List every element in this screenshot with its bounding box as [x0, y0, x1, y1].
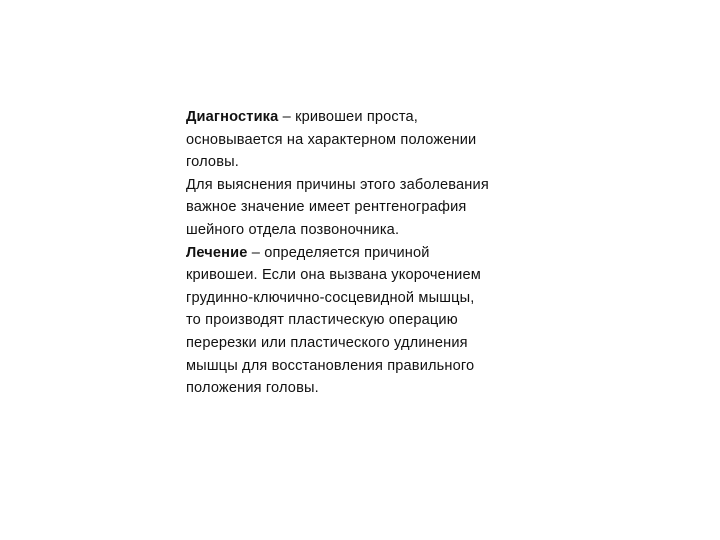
treatment-term: Лечение [186, 244, 248, 261]
diagnosis-text: – кривошеи проста, [278, 109, 418, 125]
treatment-line-4: то производят пластическую операцию [186, 312, 458, 329]
cause-line-1: Для выяснения причины этого заболевания [186, 176, 489, 193]
treatment-line-2: кривошеи. Если она вызвана укорочением [186, 267, 481, 284]
diagnosis-line-2: основывается на характерном положении [186, 131, 477, 148]
treatment-line-1 [186, 242, 546, 265]
cause-line-3: шейного отдела позвоночника. [186, 221, 400, 238]
treatment-text: – определяется причиной [247, 244, 430, 261]
treatment-line-7: положения головы. [186, 380, 319, 397]
diagnosis-line-1 [186, 106, 546, 129]
treatment-line-6: мышцы для восстановления правильного [186, 357, 475, 374]
cause-line-2: важное значение имеет рентгенография [186, 199, 467, 216]
treatment-line-5: перерезки или пластического удлинения [186, 334, 468, 351]
body-text [186, 106, 546, 400]
diagnosis-term: Диагностика [186, 109, 279, 125]
diagnosis-line-3: головы. [186, 154, 239, 171]
treatment-line-3: грудинно-ключично-сосцевидной мышцы, [186, 289, 475, 306]
